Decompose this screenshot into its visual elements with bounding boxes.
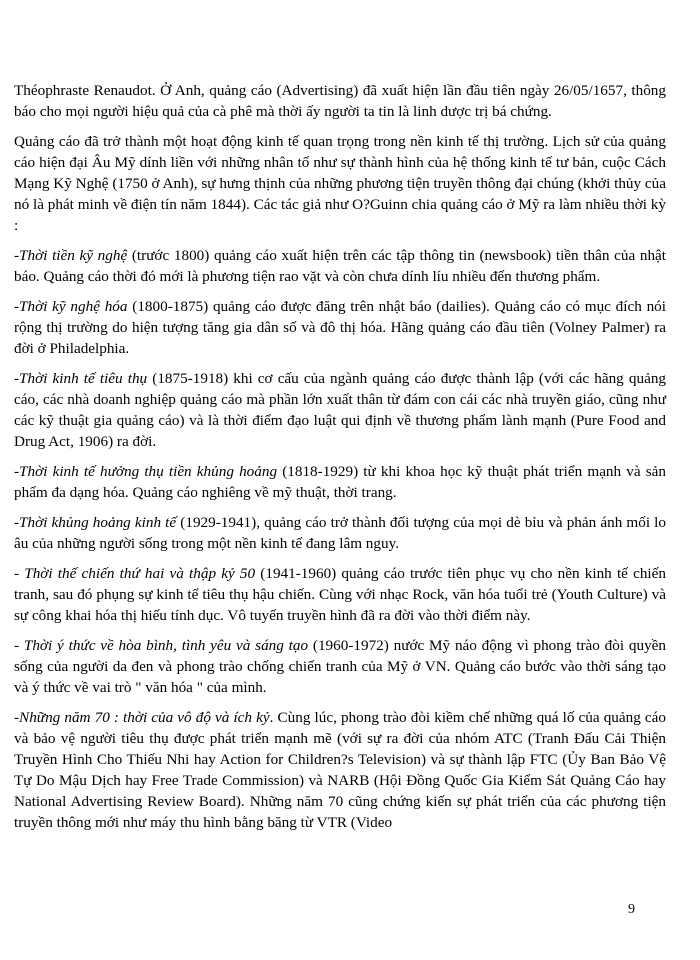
paragraph-text: . Cùng lúc, phong trào đòi kiềm chế những quá lố của quảng cáo và bảo vệ người tiêu thụ được phát triển mạnh mẽ (với sự ra đời của nhóm ATC (Tranh Đấu Cải Thiện Truyền Hình Cho Thiếu Nhi hay Action for Children?s Television) và sự thành lập FTC (Ủy Ban Bảo Vệ Tự Do Mậu Dịch hay Free Trade Commission) và NARB (Hội Đồng Quốc Gia Kiểm Sát Quảng Cáo hay National Advertising Review Board). Những năm 70 cũng chứng kiến sự phát triển của các phương tiện truyền thông mới như máy thu hình bằng băng từ VTR (Video [14,709,666,831]
dash-prefix: - [14,637,24,654]
paragraph [14,80,666,122]
paragraph-period-consumer-economy [14,368,666,452]
period-title: -Những năm 70 : thời của vô độ và ích kỷ [14,709,270,726]
period-title: -Thời tiền kỹ nghệ [14,247,128,264]
paragraph-period-depression [14,512,666,554]
paragraph-period-pre-industrial [14,245,666,287]
paragraph-text: (1800-1875) quảng cáo được đăng trên nhật báo (dailies). Quảng cáo có mục đích nói rộng thị trường do hiện tượng tăng gia dân số và đô thị hóa. Hãng quảng cáo đầu tiên (Volney Palmer) ra đời ở Philadelphia. [14,298,666,357]
paragraph [14,131,666,236]
period-title: Thời ý thức về hòa bình, tình yêu và sáng tạo [23,637,309,654]
paragraph-text: (1960-1972) nước Mỹ náo động vì phong trào đòi quyền sống của người da đen và phong trào chống chiến tranh của Mỹ ở VN. Quảng cáo bước vào thời sáng tạo và ý thức về vai trò " văn hóa " của mình. [14,637,667,696]
period-title: -Thời kinh tế tiêu thụ [14,370,148,387]
paragraph-period-peace-love [14,635,666,698]
paragraph-period-pre-crisis [14,461,666,503]
paragraph-period-industrialization [14,296,666,359]
paragraph-text: (1941-1960) quảng cáo trước tiên phục vụ cho nền kinh tế chiến tranh, sau đó phụng sự kinh tế tiêu thụ hậu chiến. Cùng với nhạc Rock, văn hóa tuổi trẻ (Youth Culture) và sự công khai hóa thị hiếu tính dục. Vô tuyến truyền hình đã ra đời vào thời điểm này. [14,565,666,624]
page-number: 9 [628,902,635,917]
dash-prefix: - [14,565,25,582]
paragraph-text: (1875-1918) khi cơ cấu của ngành quảng cáo được thành lập (với các hãng quảng cáo, các nhà doanh nghiệp quảng cáo mà phần lớn xuất thân từ đám con cái các nhà truyền giáo, cũng như các kỹ thuật gia quảng cáo) và là thời điểm đạo luật qui định về thương phẩm lành mạnh (Pure Food and Drug Act, 1906) ra đời. [14,370,667,450]
paragraph-period-wwii-50s [14,563,666,626]
paragraph-text: Quảng cáo đã trở thành một hoạt động kinh tế quan trọng trong nền kinh tế thị trường. Lịch sử của quảng cáo hiện đại Âu Mỹ dính liền với những nhân tố như sự thành hình của hệ thống kinh tế tư bản, cuộc Cách Mạng Kỹ Nghệ (1750 ở Anh), sự hưng thịnh của những phương tiện truyền thông đại chúng (khởi thủy của nó là phát minh về điện tín năm 1844). Các tác giả như O?Guinn chia quảng cáo ở Mỹ ra làm nhiều thời kỳ : [14,133,666,234]
paragraph-text: (trước 1800) quảng cáo xuất hiện trên các tập thông tin (newsbook) tiền thân của nhật báo. Quảng cáo thời đó mới là phương tiện rao vặt và còn chưa dính líu nhiều đến thương phẩm. [14,247,666,285]
period-title: -Thời kỹ nghệ hóa [14,298,128,315]
period-title: Thời thế chiến thứ hai và thập kỷ 50 [24,565,256,582]
paragraph-period-70s [14,707,666,833]
period-title: -Thời kinh tế hưởng thụ tiền khủng hoảng [14,463,278,480]
paragraph-text: (1818-1929) từ khi khoa học kỹ thuật phát triển mạnh và sản phẩm đa dạng hóa. Quảng cáo nghiêng về mỹ thuật, thời trang. [14,463,667,501]
paragraph-text: (1929-1941), quảng cáo trở thành đối tượng của mọi dè bỉu và phản ánh mối lo âu của những người sống trong một nền kinh tế đang lâm nguy. [14,514,666,552]
document-body [14,80,666,842]
period-title: -Thời khủng hoảng kinh tế [14,514,177,531]
paragraph-text: Théophraste Renaudot. Ở Anh, quảng cáo (Advertising) đã xuất hiện lần đầu tiên ngày 26/05/1657, thông báo cho mọi người hiệu quả của cà phê mà thời ấy người ta tin là linh dược trị bá chứng. [14,82,666,120]
